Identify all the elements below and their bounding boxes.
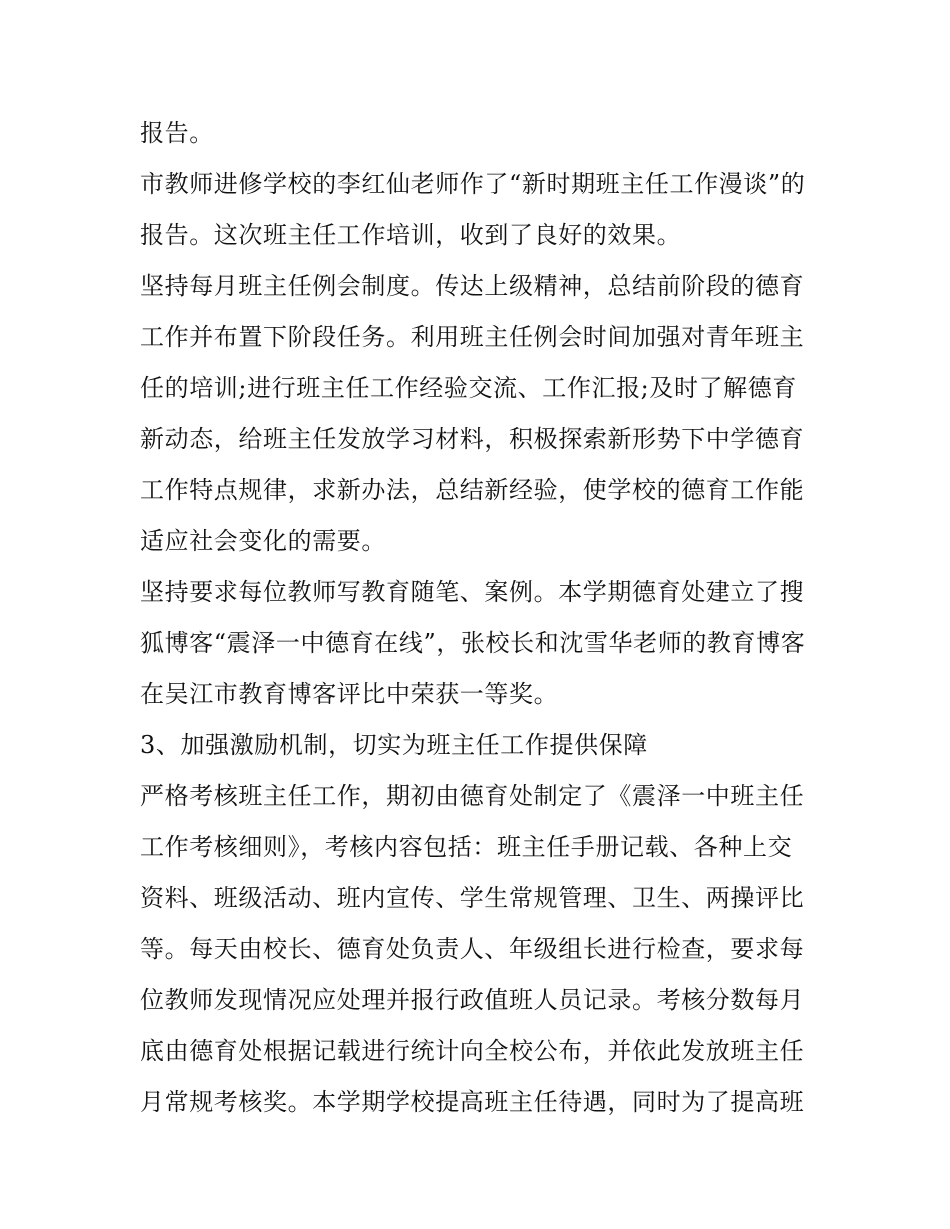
- text-line: 坚持要求每位教师写教育随笔、案例。本学期德育处建立了搜: [140, 578, 805, 606]
- text-line: 底由德育处根据记载进行统计向全校公布，并依此发放班主任: [140, 1037, 805, 1065]
- text-line: 适应社会变化的需要。: [140, 527, 386, 555]
- text-line: 月常规考核奖。本学期学校提高班主任待遇，同时为了提高班: [140, 1088, 805, 1116]
- text-line: 报告。这次班主任工作培训，收到了良好的效果。: [140, 221, 682, 249]
- text-line: 报告。: [140, 119, 214, 147]
- text-line: 严格考核班主任工作，期初由德育处制定了《震泽一中班主任: [140, 782, 805, 810]
- text-line: 市教师进修学校的李红仙老师作了“新时期班主任工作漫谈”的: [140, 170, 806, 198]
- text-line: 工作特点规律，求新办法，总结新经验，使学校的德育工作能: [140, 476, 805, 504]
- text-line: 狐博客“震泽一中德育在线”，张校长和沈雪华老师的教育博客: [140, 629, 806, 657]
- section-heading: 3、加强激励机制，切实为班主任工作提供保障: [140, 731, 648, 759]
- text-line: 资料、班级活动、班内宣传、学生常规管理、卫生、两操评比: [140, 884, 805, 912]
- text-line: 新动态，给班主任发放学习材料，积极探索新形势下中学德育: [140, 425, 805, 453]
- text-line: 在吴江市教育博客评比中荣获一等奖。: [140, 680, 559, 708]
- text-line: 等。每天由校长、德育处负责人、年级组长进行检查，要求每: [140, 935, 805, 963]
- text-line: 坚持每月班主任例会制度。传达上级精神，总结前阶段的德育: [140, 272, 805, 300]
- text-line: 工作考核细则》，考核内容包括：班主任手册记载、各种上交: [140, 833, 793, 861]
- document-body: [140, 108, 820, 1128]
- text-line: 位教师发现情况应处理并报行政值班人员记录。考核分数每月: [140, 986, 805, 1014]
- text-line: 任的培训;进行班主任工作经验交流、工作汇报;及时了解德育: [140, 374, 797, 402]
- text-line: 工作并布置下阶段任务。利用班主任例会时间加强对青年班主: [140, 323, 805, 351]
